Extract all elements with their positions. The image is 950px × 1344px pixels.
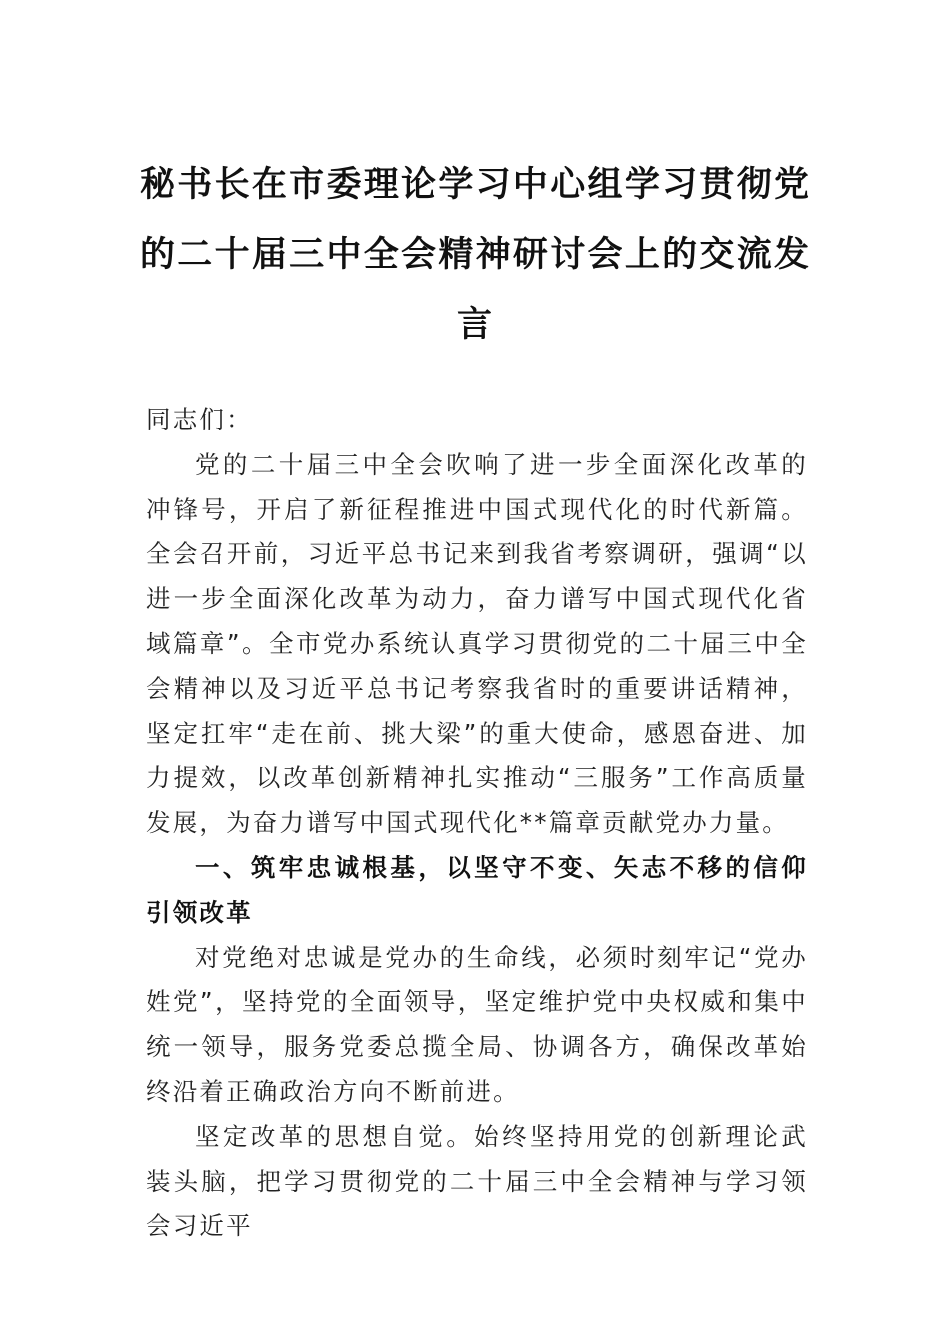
section-heading: 一、筑牢忠诚根基，以坚守不变、矢志不移的信仰引领改革 bbox=[146, 852, 808, 927]
document-title: 秘书长在市委理论学习中心组学习贯彻党的二十届三中全会精神研讨会上的交流发言 bbox=[140, 164, 810, 345]
salutation: 同志们： bbox=[146, 405, 253, 434]
section-paragraph: 坚定改革的思想自觉。始终坚持用党的创新理论武装头脑，把学习贯彻党的二十届三中全会精神与学习领会习近平 bbox=[146, 1121, 808, 1241]
section-paragraph: 对党绝对忠诚是党办的生命线，必须时刻牢记“党办姓党”，坚持党的全面领导，坚定维护党中央权威和集中统一领导，服务党委总揽全局、协调各方，确保改革始终沿着正确政治方向不断前进。 bbox=[146, 942, 808, 1106]
intro-paragraph: 党的二十届三中全会吹响了进一步全面深化改革的冲锋号，开启了新征程推进中国式现代化的时代新篇。全会召开前，习近平总书记来到我省考察调研，强调“以进一步全面深化改革为动力，奋力谱写中国式现代化省域篇章”。全市党办系统认真学习贯彻党的二十届三中全会精神以及习近平总书记考察我省时的重要讲话精神，坚定扛牢“走在前、挑大梁”的重大使命，感恩奋进、加力提效，以改革创新精神扎实推动“三服务”工作高质量发展，为奋力谱写中国式现代化**篇章贡献党办力量。 bbox=[146, 449, 808, 838]
document-body bbox=[146, 398, 808, 1249]
